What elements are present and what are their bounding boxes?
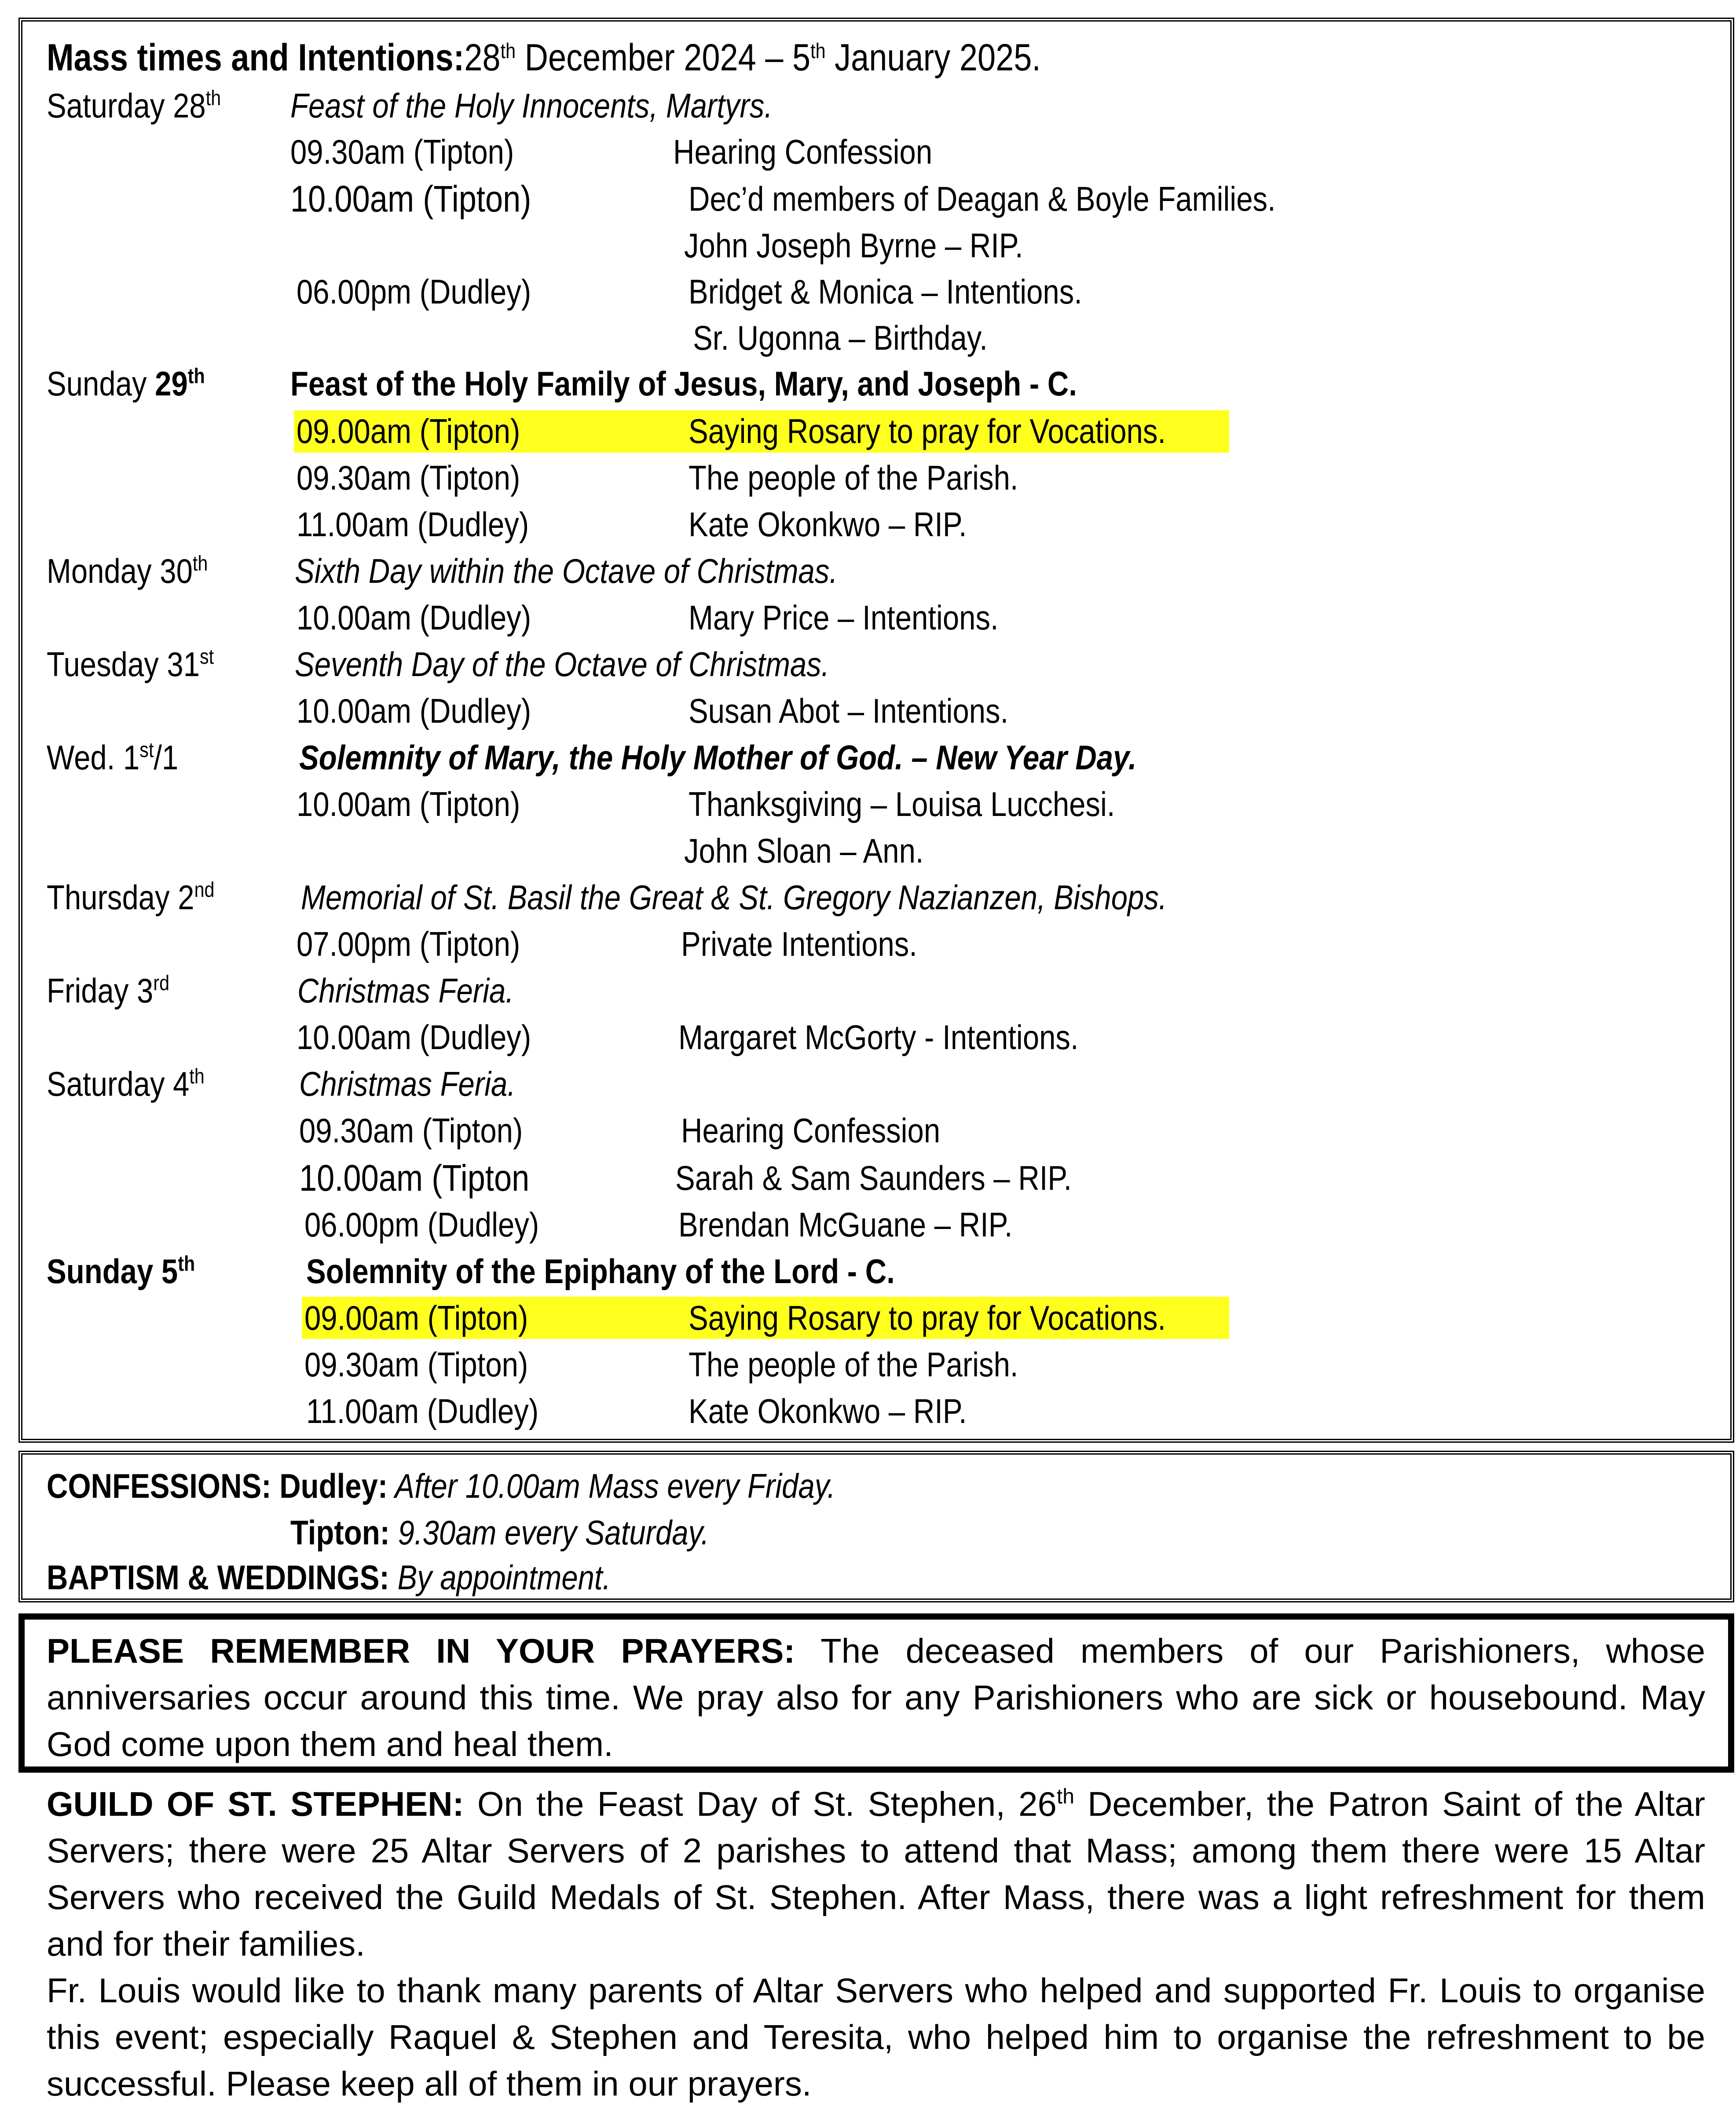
guild-paragraph: GUILD OF ST. STEPHEN: On the Feast Day of St. Stephen, 26th December, the Patron Saint of the Altar Servers; there were 25 Altar Servers of 2 parishes to attend that Mass; among them there were 15 Altar Servers who received the Guild Medals of St. Stephen. After Mass, there was a light refreshment for them and for their families. bbox=[47, 1785, 1705, 1963]
mass-intention: Susan Abot – Intentions. bbox=[689, 691, 1009, 730]
feast-title: Memorial of St. Basil the Great & St. Gregory Nazianzen, Bishops. bbox=[301, 878, 1167, 917]
mass-intention: Saying Rosary to pray for Vocations. bbox=[689, 412, 1166, 450]
mass-time: 09.00am (Tipton) bbox=[297, 412, 520, 450]
feast-title: Feast of the Holy Innocents, Martyrs. bbox=[290, 86, 773, 125]
mass-time: 09.30am (Tipton) bbox=[297, 458, 520, 497]
mass-intention: The people of the Parish. bbox=[689, 458, 1018, 497]
mass-time: 11.00am (Dudley) bbox=[306, 1392, 539, 1430]
feast-title: Christmas Feria. bbox=[299, 1064, 516, 1103]
feast-title: Seventh Day of the Octave of Christmas. bbox=[295, 645, 830, 684]
feast-title: Feast of the Holy Family of Jesus, Mary, and Joseph - C. bbox=[290, 364, 1077, 403]
day-label: Monday 30th bbox=[47, 552, 208, 590]
mass-intention: Brendan McGuane – RIP. bbox=[678, 1205, 1013, 1244]
date-range-middle: December 2024 – 5 bbox=[516, 37, 811, 79]
guild-thanks-paragraph: Fr. Louis would like to thank many parents of Altar Servers who helped and supported Fr. Louis to organise this event; especially Raquel & Stephen and Teresita, who helped him to organise the refreshment to be successful. Please keep all of them in our prayers. bbox=[47, 1971, 1705, 2103]
day-label: Friday 3rd bbox=[47, 971, 170, 1010]
date-start-day: 28 bbox=[464, 37, 501, 79]
day-label: Tuesday 31st bbox=[47, 645, 214, 684]
feast-title: Solemnity of the Epiphany of the Lord - C. bbox=[306, 1252, 895, 1291]
mass-time: 10.00am (Dudley) bbox=[297, 598, 531, 637]
mass-intention: Kate Okonkwo – RIP. bbox=[689, 505, 967, 544]
date-end-suffix: th bbox=[810, 40, 826, 63]
mass-intention: The people of the Parish. bbox=[689, 1345, 1018, 1384]
mass-time: 10.00am (Tipton bbox=[299, 1157, 530, 1199]
mass-intention: Bridget & Monica – Intentions. bbox=[689, 272, 1082, 311]
mass-time: 09.30am (Tipton) bbox=[304, 1345, 528, 1384]
mass-intention: Thanksgiving – Louisa Lucchesi. bbox=[689, 785, 1115, 823]
mass-intention: John Joseph Byrne – RIP. bbox=[684, 226, 1023, 265]
baptism-weddings: BAPTISM & WEDDINGS: By appointment. bbox=[47, 1558, 611, 1597]
mass-times-heading bbox=[47, 34, 1041, 78]
mass-intention: Kate Okonkwo – RIP. bbox=[689, 1392, 967, 1430]
mass-time: 09.30am (Tipton) bbox=[299, 1111, 523, 1150]
mass-intention: Sarah & Sam Saunders – RIP. bbox=[675, 1159, 1072, 1197]
day-label: Wed. 1st/1 bbox=[47, 738, 179, 777]
mass-intention: Private Intentions. bbox=[681, 925, 917, 963]
mass-time: 09.30am (Tipton) bbox=[290, 132, 514, 171]
day-label: Sunday 5th bbox=[47, 1252, 195, 1291]
date-start-suffix: th bbox=[500, 40, 516, 63]
mass-time: 10.00am (Tipton) bbox=[290, 178, 531, 219]
mass-intention: John Sloan – Ann. bbox=[684, 831, 924, 870]
day-label: Thursday 2nd bbox=[47, 878, 215, 917]
feast-title: Solemnity of Mary, the Holy Mother of God. – New Year Day. bbox=[299, 738, 1137, 777]
mass-intention: Mary Price – Intentions. bbox=[689, 598, 999, 637]
confessions-dudley: CONFESSIONS: Dudley: After 10.00am Mass every Friday. bbox=[47, 1467, 835, 1505]
day-label: Sunday 29th bbox=[47, 364, 205, 403]
mass-time: 06.00pm (Dudley) bbox=[297, 272, 531, 311]
mass-intention: Saying Rosary to pray for Vocations. bbox=[689, 1298, 1166, 1337]
mass-time: 11.00am (Dudley) bbox=[297, 505, 529, 544]
mass-time: 06.00pm (Dudley) bbox=[304, 1205, 539, 1244]
date-range-end: January 2025. bbox=[825, 37, 1041, 79]
mass-time: 10.00am (Dudley) bbox=[297, 691, 531, 730]
confessions-tipton: Tipton: 9.30am every Saturday. bbox=[290, 1513, 709, 1552]
mass-time: 09.00am (Tipton) bbox=[304, 1298, 528, 1337]
day-label: Saturday 28th bbox=[47, 86, 221, 125]
feast-title: Christmas Feria. bbox=[297, 971, 514, 1010]
prayers-paragraph: PLEASE REMEMBER IN YOUR PRAYERS: The deceased members of our Parishioners, whose anniversaries occur around this time. We pray also for any Parishioners who are sick or housebound. May God come upon them and heal them. bbox=[47, 1631, 1706, 1763]
feast-title: Sixth Day within the Octave of Christmas. bbox=[295, 552, 838, 590]
mass-intention: Dec’d members of Deagan & Boyle Families. bbox=[689, 179, 1276, 218]
mass-intention: Sr. Ugonna – Birthday. bbox=[693, 318, 988, 357]
mass-intention: Hearing Confession bbox=[673, 132, 933, 171]
mass-times-title: Mass times and Intentions: bbox=[47, 37, 465, 79]
day-label: Saturday 4th bbox=[47, 1064, 205, 1103]
mass-time: 10.00am (Dudley) bbox=[297, 1018, 531, 1057]
mass-time: 07.00pm (Tipton) bbox=[297, 925, 520, 963]
mass-intention: Margaret McGorty - Intentions. bbox=[678, 1018, 1079, 1057]
mass-time: 10.00am (Tipton) bbox=[297, 785, 520, 823]
mass-intention: Hearing Confession bbox=[681, 1111, 941, 1150]
